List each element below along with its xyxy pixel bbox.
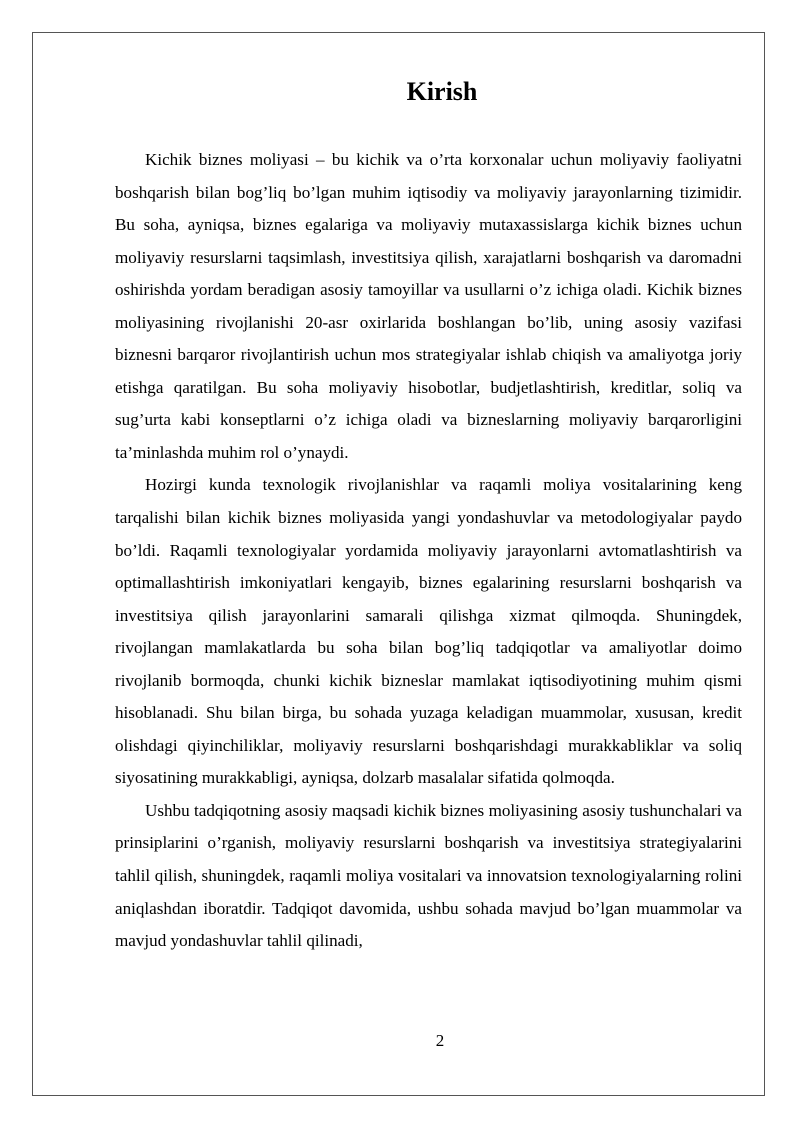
page-title: Kirish: [406, 77, 478, 106]
body-text: [115, 144, 742, 958]
page-number: 2: [435, 1031, 445, 1050]
paragraph: Kichik biznes moliyasi – bu kichik va o’rta korxonalar uchun moliyaviy faoliyatni boshqarish bilan bog’liq bo’lgan muhim iqtisodiy va moliyaviy jarayonlarning tizimidir. Bu soha, ayniqsa, biznes egalariga va moliyaviy mutaxassislarga kichik biznes uchun moliyaviy resurslarni taqsimlash, investitsiya qilish, xarajatlarni boshqarish va daromadni oshirishda yordam beradigan asosiy tamoyillar va usullarni o’z ichiga oladi. Kichik biznes moliyasining rivojlanishi 20-asr oxirlarida boshlangan bo’lib, uning asosiy vazifasi biznesni barqaror rivojlantirish uchun mos strategiyalar ishlab chiqish va amaliyotga joriy etishga qaratilgan. Bu soha moliyaviy hisobotlar, budjetlashtirish, kreditlar, soliq va sug’urta kabi konseptlarni o’z ichiga oladi va bizneslarning moliyaviy barqarorligini ta’minlashda muhim rol o’ynaydi.: [115, 150, 742, 462]
paragraph: Ushbu tadqiqotning asosiy maqsadi kichik biznes moliyasining asosiy tushunchalari va prinsiplarini o’rganish, moliyaviy resurslarni boshqarish va investitsiya strategiyalarini tahlil qilish, shuningdek, raqamli moliya vositalari va innovatsion texnologiyalarning rolini aniqlashdan iboratdir. Tadqiqot davomida, ushbu sohada mavjud bo’lgan muammolar va mavjud yondashuvlar tahlil qilinadi,: [115, 800, 742, 951]
paragraph: Hozirgi kunda texnologik rivojlanishlar va raqamli moliya vositalarining keng tarqalishi bilan kichik biznes moliyasida yangi yondashuvlar va metodologiyalar paydo bo’ldi. Raqamli texnologiyalar yordamida moliyaviy jarayonlarni avtomatlashtirish va optimallashtirish imkoniyatlari kengayib, biznes egalarining resurslarni boshqarish va investitsiya qilish jarayonlarini samarali qilishga xizmat qilmoqda. Shuningdek, rivojlangan mamlakatlarda bu soha bilan bog’liq tadqiqotlar va amaliyotlar doimo rivojlanib bormoqda, chunki kichik bizneslar mamlakat iqtisodiyotining muhim qismi hisoblanadi. Shu bilan birga, bu sohada yuzaga keladigan muammolar, xususan, kredit olishdagi qiyinchiliklar, moliyaviy resurslarni boshqarishdagi murakkabliklar va soliq siyosatining murakkabligi, ayniqsa, dolzarb masalalar sifatida qolmoqda.: [115, 475, 742, 788]
